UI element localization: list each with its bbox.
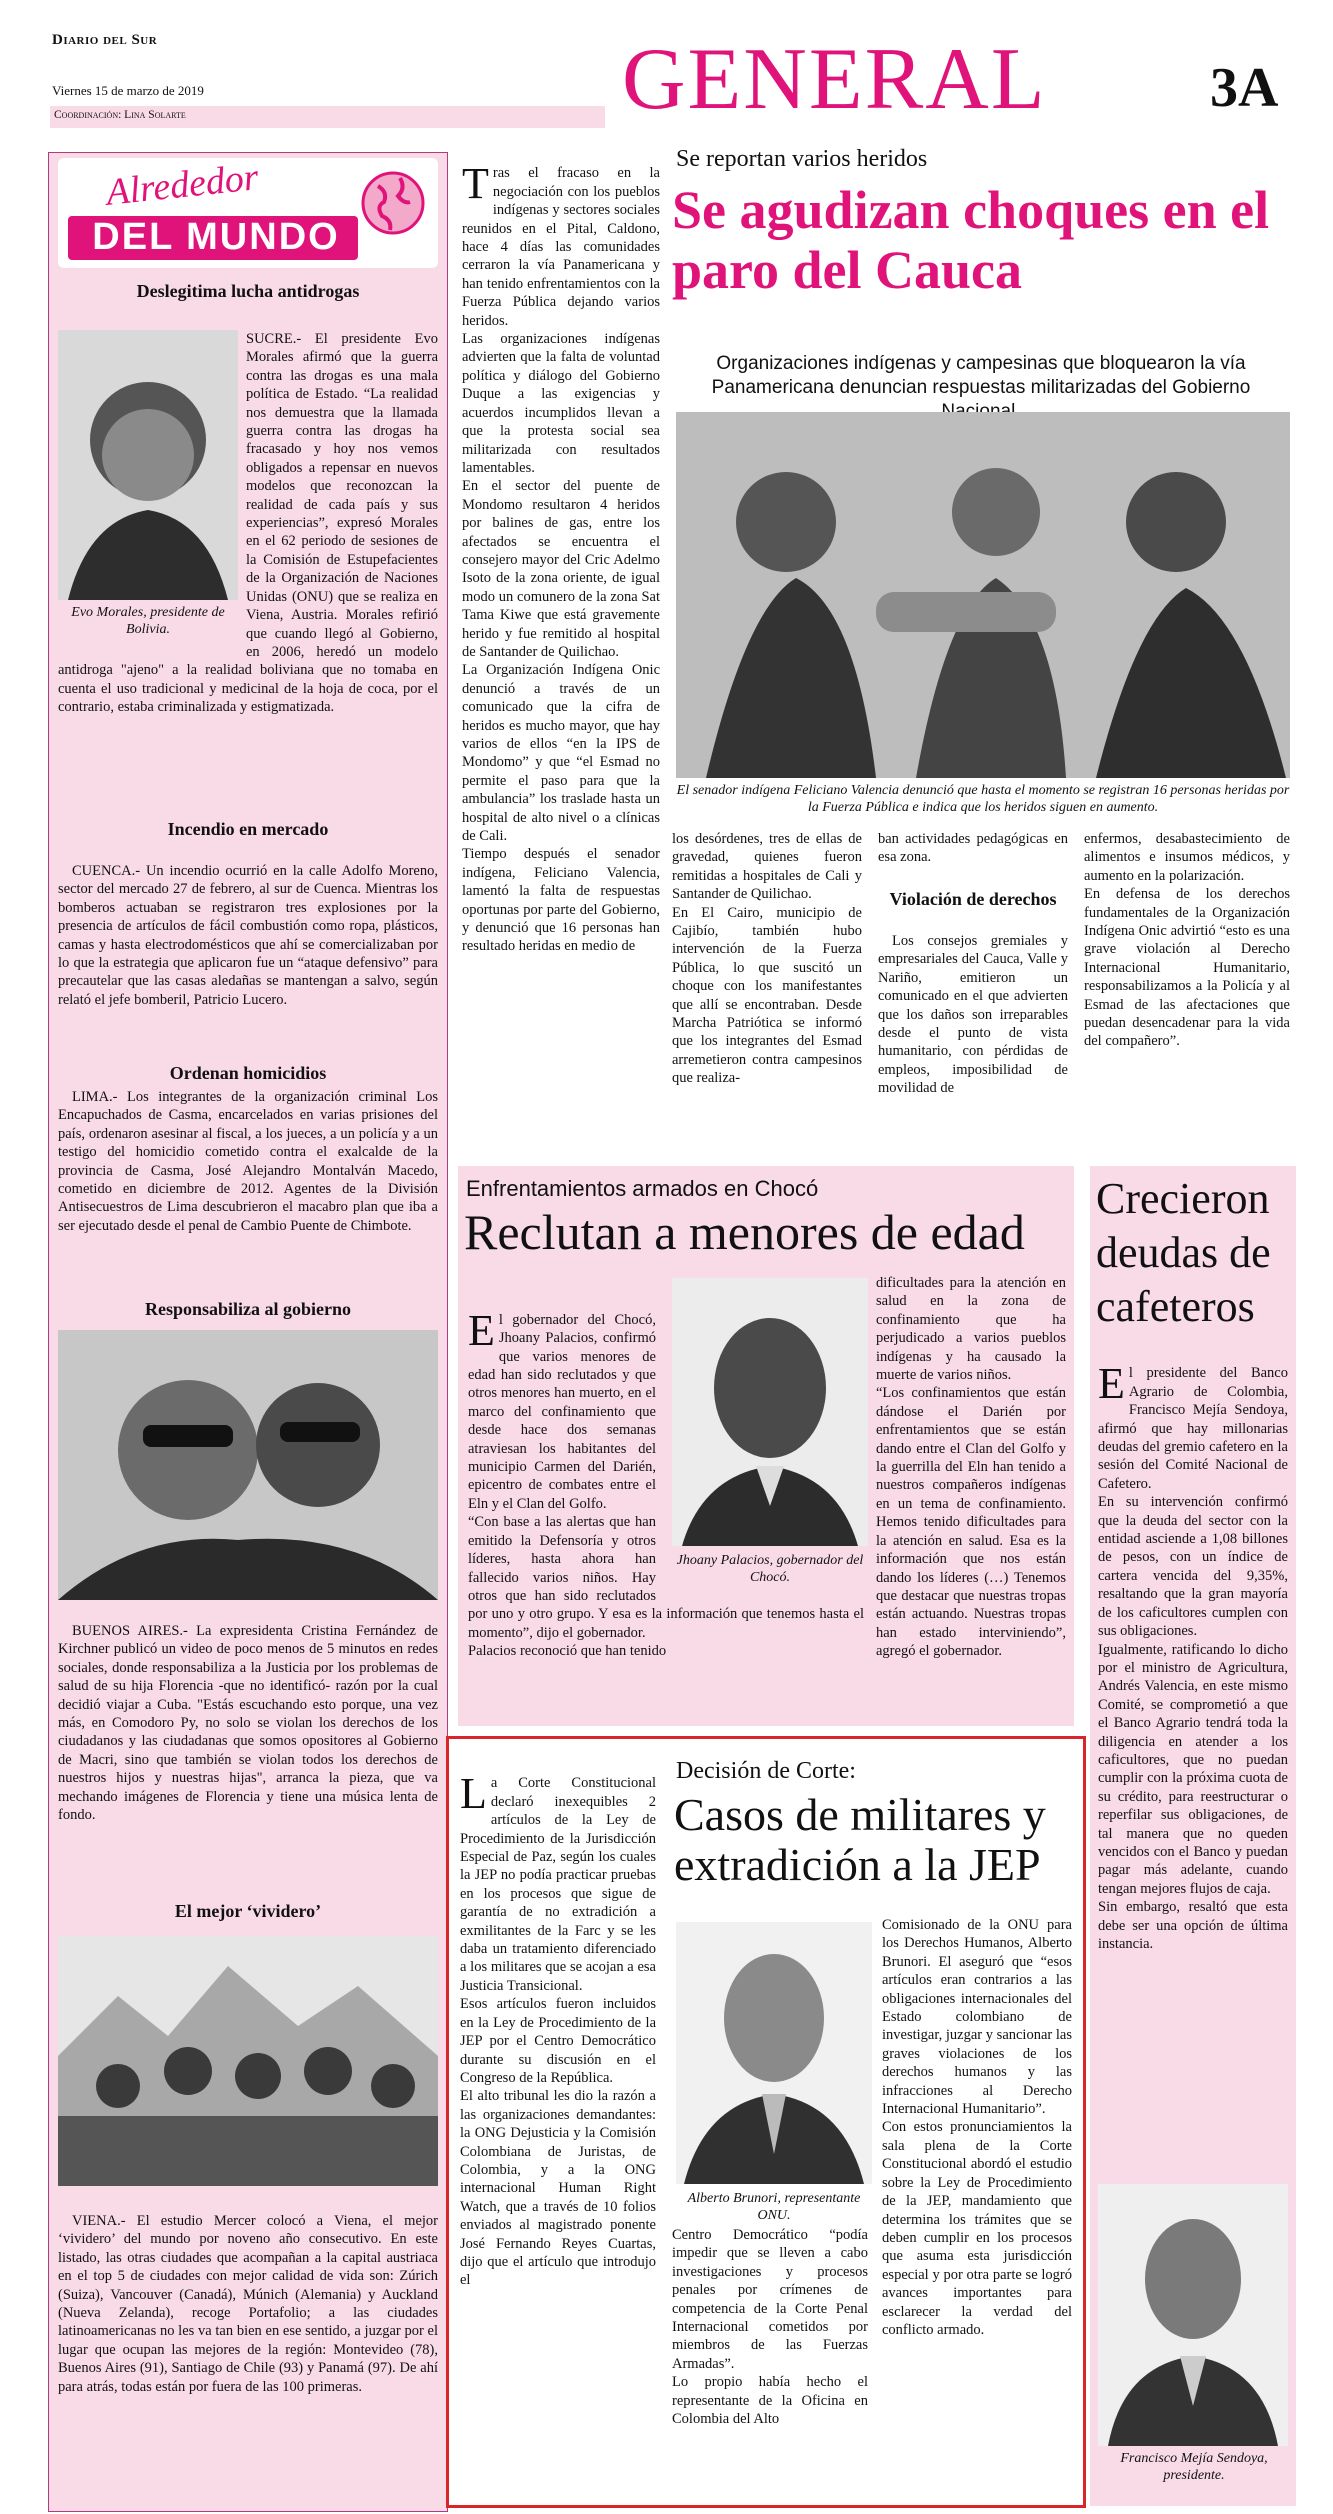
corte-kicker: Decisión de Corte: — [676, 1758, 856, 1784]
homicides-story: LIMA.- Los integrantes de la organización criminal Los Encapuchados de Casma, encarcelados en varias prisiones del país, ordenaron asesinar al fiscal, a los jueces, a un policía y a un testigo del homicidio cometido contra el exalcalde de la provincia de Casma, José Alejandro Montalván Macedo, cometido en diciembre de 2012. Agentes de la División Antisecuestros de Lima descubrieron el macabro plan que iba a ser ejecutado desde el penal de Cambio Puente de Chimbote. — [58, 1089, 438, 1234]
cafeteros-text: El presidente del Banco Agrario de Colombia, Francisco Mejía Sendoya, afirmó que hay millonarias deudas del gremio cafetero en la sesión del Comité Nacional de Cafetero. En su intervención confirmó que la deuda del sector con la entidad asciende a 1,08 billones de pesos, con un índice de cartera vencida del 9,35%, resaltando que la gran mayoría de los caficultores cumplen con sus obligaciones. Igualmente, ratificando lo dicho por el ministro de Agricultura, Andrés Valencia, en este mismo Comité, se comprometió a que el Banco Agrario tendrá toda la diligencia en atender a los caficultores, que no puedan cumplir con la próxima cuota de su crédito, para reestructurar o reperfilar sus obligaciones, de tal manera que no queden vencidos con el Banco y puedan pagar más adelante, cuando tengan mejores flujos de caja. Sin embargo, resaltó que esta debe ser una opción de última instancia. — [1098, 1359, 1288, 1952]
evo-caption: Evo Morales, presidente de Bolivia. — [71, 605, 225, 637]
cauca-headline: Se agudizan choques en el paro del Cauca — [672, 180, 1270, 300]
cauca-col1: Tras el fracaso en la negociación con los pueblos indígenas y sectores sociales reunidos en el Pital, Caldono, hace 4 días las comunidades cerraron la vía Panamericana y han tenido enfrentamientos con la Fuerza Pública dejando varios heridos. Las organizaciones indígenas advierten que la falta de voluntad política y diálogo del Gobierno Duque a las exigencias y acuerdos incumplidos llevan a que la protesta social sea militarizada con resultados lamentables. En el sector del puente de Mondomo resultaron 4 heridos por balines de gas, entre los afectados se encuentra el consejero mayor del Cric Adelmo Isoto de la zona oriente, de igual modo un comunero de la zona Sat Tama Kiwe que está gravemente herido y fue remitido al hospital de Santander de Quilichao. La Organización Indígena Onic denunció a través de un comunicado que la cifra de heridos es mucho mayor, que hay varios de ellos “en la IPS de Mondomo” y que “el Esmad no permite el paso para que la ambulancia” los traslade hasta un hospital de alto nivel o a clínicas de Cali. Tiempo después el senador indígena, Feliciano Valencia, lamentó la falta de respuestas oportunas por parte del Gobierno, y denunció que 16 personas han resultado heridas en medio de — [462, 159, 660, 955]
logo-block-text: DEL MUNDO — [92, 216, 340, 258]
corte-headline: Casos de militares y extradición a la JEP — [674, 1789, 1046, 1890]
sidebar-title-homicides: Ordenan homicidios — [169, 1063, 327, 1083]
cauca-col3a: ban actividades pedagógicas en esa zona. — [878, 831, 1068, 866]
drugs-story: SUCRE.- El presidente Evo Morales afirmó que la guerra contra las drogas es una mala política de Estado. “La realidad nos demuestra que la llamada guerra contra las drogas ha fracasado y hoy nos vemos obligados a repensar en nuevos modelos que reconozcan la realidad de cada país y sus experiencias”, expresó Morales en el 62 periodo de sesiones de la Comisión de Estupefacientes de la Organización de Naciones Unidas (ONU) que se realiza en Viena, Austria. Morales refirió que cuando llegó al Gobierno, en 2006, heredó un modelo antidroga "ajeno" a la realidad boliviana que no tomaba en cuenta el uso tradicional y medicinal de la hoja de coca, por el contrario, estaba criminalizada y estigmatizada. — [58, 331, 438, 716]
globe-icon — [358, 168, 428, 238]
choco-headline: Reclutan a menores de edad — [464, 1204, 1025, 1260]
cauca-deck: Organizaciones indígenas y campesinas que bloquearon la vía Panamericana denuncian respuestas militarizadas del Gobierno — [711, 353, 1251, 398]
cauca-protest-photo — [676, 412, 1290, 778]
brunori-caption: Alberto Brunori, representante ONU. — [687, 2191, 861, 2223]
choco-col2: dificultades para la atención en salud en la zona de confinamiento que ha perjudicado a varios pueblos indígenas y ha causado la muerte de varios niños. “Los confinamientos que están dándose el Darién por enfrentamientos que se están dando entre el Clan del Golfo y la guerrilla del Eln han tenido a nuestros compañeros indígenas en un tema de confinamiento. Hemos tenido dificultades para la atención en salud. Esa es la información que nos están dando los líderes (…) Tenemos que destacar que nuestras tropas están actuando. Nuestras tropas han estado interviniendo”, agregó el gobernador. — [876, 1275, 1066, 1660]
cauca-dropcap: T — [462, 159, 489, 209]
mejia-photo — [1098, 2184, 1288, 2446]
paper-name: Diario del Sur — [52, 32, 158, 48]
issue-date: Viernes 15 de marzo de 2019 — [52, 83, 204, 98]
choco-kicker: Enfrentamientos armados en Chocó — [466, 1176, 819, 1201]
cauca-caption: El senador indígena Feliciano Valencia denunció que hasta el momento se registran 16 personas heridas por la Fuerza Pública e indica que los heridos siguen en aumento. — [676, 783, 1290, 815]
world-logo — [58, 158, 438, 268]
livability-story: VIENA.- El estudio Mercer colocó a Viena, el mejor ‘vividero’ del mundo por noveno año consecutivo. En este listado, las otras ciudades que acompañan a la capital austriaca en el top 5 de ciudades con mejor calidad de vida son: Zúrich (Suiza), Vancouver (Canadá), Múnich (Alemania) y Auckland (Nueva Zelanda), recoge Portafolio; a las ciudades latinoamericanas no les va tan bien en ese sentido, a juzgar por el lugar que ocupan las mejores de la región: Montevideo (78), Buenos Aires (91), Santiago de Chile (93) y Panamá (97). De ahí para atrás, todas están por fuera de las 100 primeras. — [58, 2213, 438, 2395]
vienna-photo — [58, 1936, 438, 2186]
corte-col1: La Corte Constitucional declaró inexequibles 2 artículos de la Ley de Procedimiento de la Jurisdicción Especial de Paz, según los cuales la JEP no podía practicar pruebas en los procesos que sigue de garantía de no extradición a exmilitantes de la Farc y se les daba un tratamiento diferenciado a los militares que se acojan a esa Justicia Transicional. Esos artículos fueron incluidos en la Ley de Procedimiento de la JEP por el Centro Democrático durante su discusión en el Congreso de la República. El alto tribunal les dio la razón a las organizaciones demandantes: la ONG Dejusticia y la Comisión Colombiana de Juristas, de Colombia, y a la ONG internacional Human Right Watch, que a través de 10 folios enviados al magistrado ponente José Fernando Reyes Cuartas, dijo que el artículo que introdujo el — [460, 1769, 656, 2289]
sidebar-title-government: Responsabiliza al gobierno — [144, 1299, 352, 1319]
cauca-col2: los desórdenes, tres de ellas de gravedad, quienes fueron remitidas a hospitales de Cali y Santander de Quilichao. En El Cairo, municipio de Cajibío, también hubo intervención de la Fuerza Pública, lo que suscitó un choque con los manifestantes que allí se encontraban. Desde Marcha Patriótica se informó que los integrantes del Esmad arremetieron contra campesinos que realiza- — [672, 831, 862, 1087]
corte-dropcap: L — [460, 1769, 487, 1819]
section-title: GENERAL — [622, 31, 1047, 128]
cauca-col4: enfermos, desabastecimiento de alimentos e insumos médicos, y aumento en la polarización. En defensa de los derechos fundamentales de la Organización Indígena Onic advirtió “esto es una grave violación al Derecho Internacional Humanitario, responsabilizamos a la Policía y al Esmad de las afectaciones que puedan desencadenar para la vida del compañero”. — [1084, 831, 1290, 1050]
mejia-caption: Francisco Mejía Sendoya, presidente. — [1120, 2451, 1268, 2483]
cristina-photo — [58, 1330, 438, 1600]
cafeteros-headline: Crecieron deudas de cafeteros — [1096, 1174, 1271, 1331]
logo-script-text: Alrededor — [104, 156, 261, 214]
jhoany-caption: Jhoany Palacios, gobernador del Chocó. — [676, 1553, 864, 1585]
fire-story: CUENCA.- Un incendio ocurrió en la calle Adolfo Moreno, sector del mercado 27 de febrero, al sur de Cuenca. Mientras los bomberos actuaban se registraron tres explosiones por la presencia de artículos de fácil combustión como ropa, plásticos, camas y hasta electrodomésticos que ahí se comercializaban por lo que la estrategia que aplicaron fue un “ataque defensivo” para precautelar que las casas aledañas se mantengan a salvo, según relató el jefe bomberil, Patricio Lucero. — [58, 863, 438, 1008]
brunori-photo — [676, 1922, 872, 2184]
cauca-kicker: Se reportan varios heridos — [676, 146, 928, 172]
corte-col3: Comisionado de la ONU para los Derechos Humanos, Alberto Brunori. El aseguró que “esos artículos eran contrarios a las obligaciones internacionales del Estado colombiano de investigar, juzgar y sancionar las graves violaciones de los derechos humanos y las infracciones al Derecho Internacional Humanitario”. Con estos pronunciamientos la sala plena de la Corte Constitucional abordó el estudio sobre la Ley de Procedimiento de la JEP, mandamiento que determina los trámites que se deben cumplir en los procesos que asuma esta jurisdicción especial y por otra parte se logró avances importantes para esclarecer la verdad del conflicto armado. — [882, 1917, 1072, 2338]
choco-dropcap: E — [468, 1305, 495, 1355]
government-story: BUENOS AIRES.- La expresidenta Cristina Fernández de Kirchner publicó un video de poco menos de 5 minutos en redes sociales, donde responsabiliza a la Justicia por los problemas de salud de su hija Florencia -que no identificó- razón por la cual decidió viajar a Cuba. "Estás escuchando esto porque, una vez más, en Comodoro Py, no solo se violan los derechos de los ciudadanos y las ciudadanas que somos opositores al Gobierno de Macri, sino que también se violan todos los derechos de nuestros hijos y nuestras hijas", arranca la pieza, que va mechando imágenes de Florencia y tiene una música lenta de fondo. — [58, 1623, 438, 1824]
sidebar-title-livability: El mejor ‘vividero’ — [174, 1901, 322, 1921]
choco-col1: El gobernador del Chocó, Jhoany Palacios, confirmó que varios menores de edad han sido reclutados y que otros menores han muerto, en el marco del confinamiento que desde hace dos semanas atraviesan los habitantes del municipio Carmen del Darién, epicentro de combates entre el Eln y el Clan del Golfo. “Con base a las alertas que han emitido la Defensoría y otros líderes, hasta ahora han fallecido varios niños. Hay otros que han sido reclutados por uno y otro grupo. Y esa es la información que tenemos hasta el momento”, dijo el gobernador. Palacios reconoció que han tenido — [468, 1305, 864, 1660]
sidebar-title-drugs: Deslegitima lucha antidrogas — [136, 281, 360, 301]
cauca-subhead: Violación de derechos — [889, 889, 1057, 909]
coordination-credit: Coordinación: Lina Solarte — [54, 109, 186, 121]
cafeteros-dropcap: E — [1098, 1359, 1125, 1409]
page-number: 3A — [1210, 57, 1279, 119]
cauca-col3b: Los consejos gremiales y empresariales del Cauca, Valle y Nariño, emitieron un comunicado en el que advierten que los daños son irreparables desde el punto de vista humanitario, con pérdidas de empleos, imposibilidad de movilidad de — [878, 933, 1068, 1097]
corte-col2: Centro Democrático “podía impedir que se lleven a cabo investigaciones y procesos penales por crímenes de competencia de la Corte Penal Internacional cometidos por miembros de las Fuerzas Armadas”. Lo propio había hecho el representante de la Oficina en Colombia del Alto — [672, 2227, 868, 2428]
sidebar-title-fire: Incendio en mercado — [167, 819, 329, 839]
